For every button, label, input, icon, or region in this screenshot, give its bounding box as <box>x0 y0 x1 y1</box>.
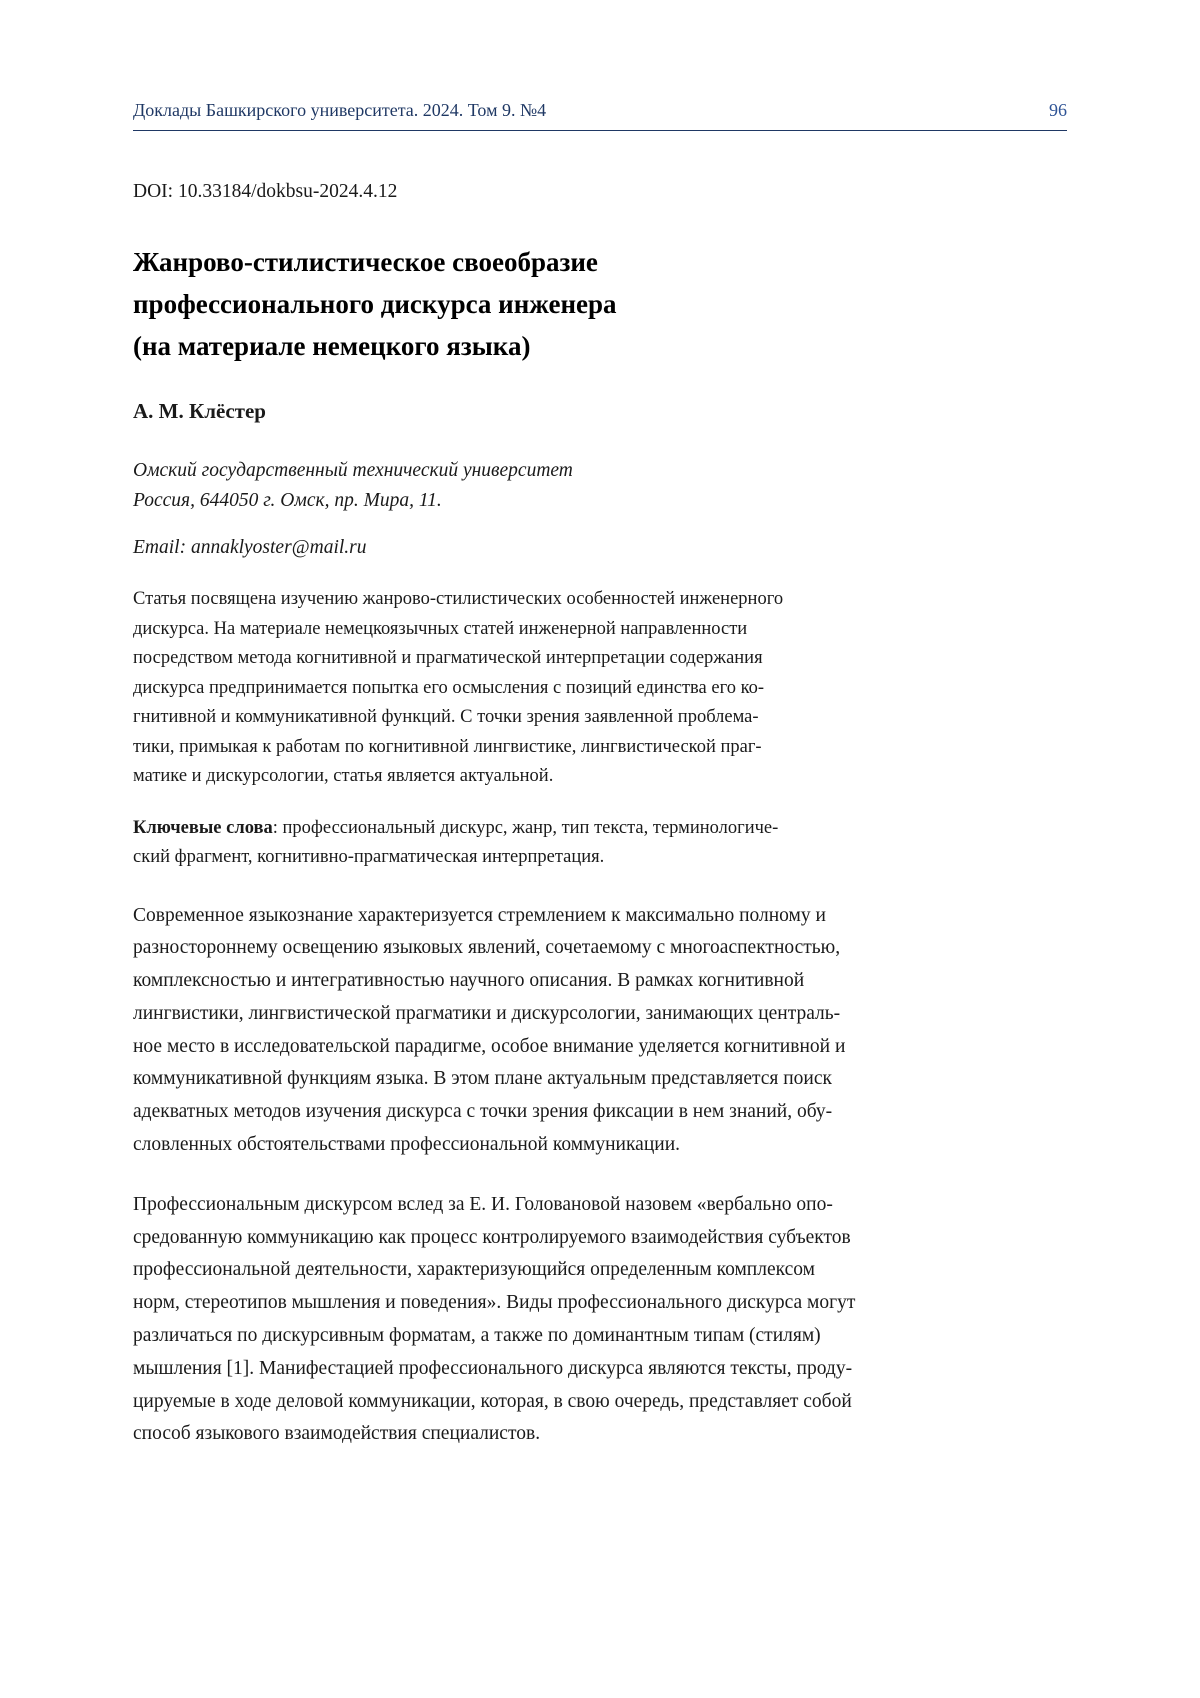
abstract-line: гнитивной и коммуникативной функций. С точки зрения заявленной проблема- <box>133 707 759 727</box>
author-name: А. М. Клёстер <box>133 399 266 423</box>
title-line: Жанрово-стилистическое своеобразие <box>133 247 598 277</box>
title-line: профессионального дискурса инженера <box>133 289 617 319</box>
abstract-line: посредством метода когнитивной и прагматической интерпретации содержания <box>133 648 763 668</box>
affiliation-line: Омский государственный технический университет <box>133 460 573 481</box>
abstract-line: дискурса предпринимается попытка его осмысления с позиций единства его ко- <box>133 677 765 698</box>
doi-line: DOI: 10.33184/dokbsu-2024.4.12 <box>133 181 398 202</box>
abstract-block <box>133 585 1067 792</box>
keywords-label: Ключевые слова <box>133 817 273 838</box>
abstract-line: тики, примыкая к работам по когнитивной лингвистике, лингвистической праг- <box>133 736 762 757</box>
paragraph-line: профессиональной деятельности, характеризующийся определенным комплексом <box>133 1259 815 1281</box>
paragraph-line: способ языкового взаимодействия специалистов. <box>133 1423 541 1445</box>
paragraph-line: коммуникативной функциям языка. В этом плане актуальным представляется поиск <box>133 1068 832 1090</box>
abstract-line: дискурса. На материале немецкоязычных статей инженерной направленности <box>133 618 748 639</box>
paragraph-line: разностороннему освещению языковых явлений, сочетаемому с многоаспектностью, <box>133 937 841 959</box>
email-line: Email: annaklyoster@mail.ru <box>133 537 367 558</box>
body-paragraph <box>133 900 1067 1162</box>
paragraph-line: средованную коммуникацию как процесс контролируемого взаимодействия субъектов <box>133 1226 851 1248</box>
abstract-line: матике и дискурсологии, статья является актуальной. <box>133 766 554 786</box>
title-line: (на материале немецкого языка) <box>133 331 531 361</box>
paragraph-line: различаться по дискурсивным форматам, а также по доминантным типам (стилям) <box>133 1325 821 1347</box>
paragraph-line: адекватных методов изучения дискурса с точки зрения фиксации в нем знаний, обу- <box>133 1101 833 1123</box>
paragraph-line: мышления [1]. Манифестацией профессионального дискурса являются тексты, проду- <box>133 1357 853 1379</box>
paragraph-line: комплексностью и интегративностью научного описания. В рамках когнитивной <box>133 970 805 992</box>
running-header <box>133 100 1067 131</box>
paragraph-line: цируемые в ходе деловой коммуникации, которая, в свою очередь, представляет собой <box>133 1390 852 1412</box>
body-paragraph <box>133 1189 1067 1451</box>
affiliation-line: Россия, 644050 г. Омск, пр. Мира, 11. <box>133 490 442 511</box>
paragraph-line: лингвистики, лингвистической прагматики и дискурсологии, занимающих централь- <box>133 1002 841 1024</box>
journal-reference: Доклады Башкирского университета. 2024. Том 9. №4 <box>133 100 547 120</box>
affiliation-block <box>133 456 1067 516</box>
keywords-text: : профессиональный дискурс, жанр, тип текста, терминологиче- <box>272 817 779 838</box>
paragraph-line: словленных обстоятельствами профессиональной коммуникации. <box>133 1134 681 1156</box>
keywords-block <box>133 814 1067 873</box>
article-title <box>133 241 1067 367</box>
keywords-line: ский фрагмент, когнитивно-прагматическая интерпретация. <box>133 847 605 867</box>
abstract-line: Статья посвящена изучению жанрово-стилистических особенностей инженерного <box>133 589 784 609</box>
keywords-line <box>133 814 1067 844</box>
paragraph-line: Профессиональным дискурсом вслед за Е. И. Головановой назовем «вербально опо- <box>133 1193 833 1215</box>
paragraph-line: норм, стереотипов мышления и поведения». Виды профессионального дискурса могут <box>133 1292 856 1314</box>
paragraph-line: ное место в исследовательской парадигме, особое внимание уделяется когнитивной и <box>133 1035 846 1057</box>
paragraph-line: Современное языкознание характеризуется стремлением к максимально полному и <box>133 904 826 926</box>
page-number: 96 <box>1049 100 1067 120</box>
